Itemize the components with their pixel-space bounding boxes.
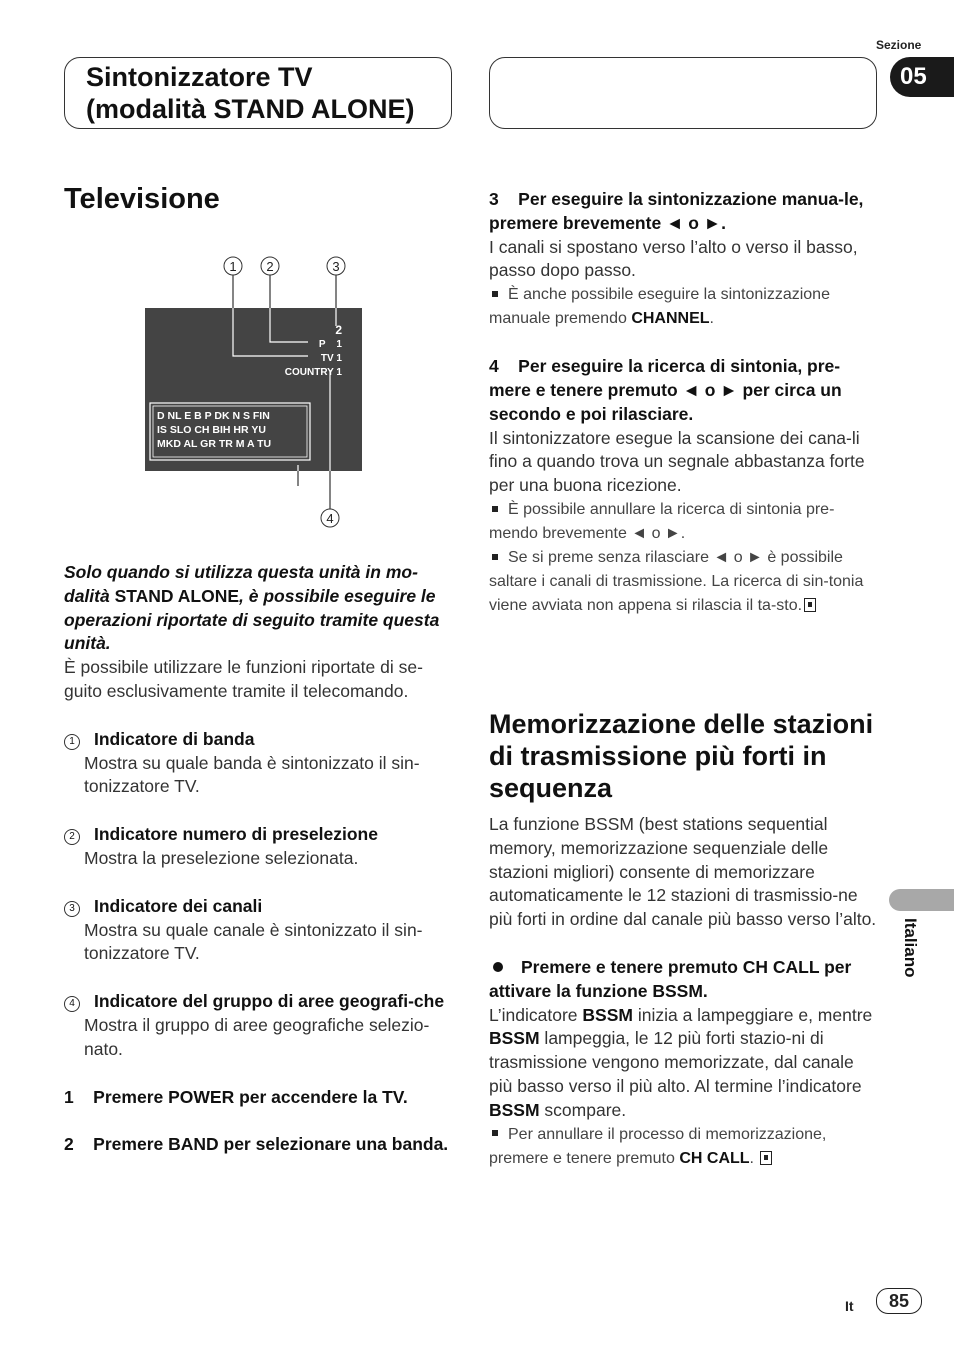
left-text-column [64,561,452,1157]
page-heading: Televisione [64,183,220,215]
right-text-column [489,188,877,618]
end-mark-icon [760,1151,772,1165]
callout-1: 1 [229,259,237,274]
header-empty-box [489,57,877,129]
country-line-1: D NL E B P DK N S FIN [157,410,270,422]
tv-display-figure [140,250,370,535]
end-mark-icon [804,598,816,612]
language-tab [889,889,954,911]
list-item: 2 Indicatore numero di preselezione Mostra la preselezione selezionata. [64,823,452,871]
step-3-note: È anche possibile eseguire la sintonizzazione manuale premendo CHANNEL. [489,286,830,328]
bullet-dot-icon [493,962,503,972]
step-2: 2 Premere BAND per selezionare una banda. [64,1134,449,1155]
step-4-note-2: Se si preme senza rilasciare ◄ o ► è possibile saltare i canali di trasmissione. La ricerca di sin-tonia viene avviata non appena si rilascia il ta-sto. [489,548,864,614]
chapter-title: Sintonizzatore TV (modalità STAND ALONE) [86,62,415,124]
bullet-text: L’indicatore BSSM inizia a lampeggiare e, mentre BSSM lampeggia, le 12 più forti stazio-ni di trasmissione vengono memorizzate, dal canale più basso verso il più alto. Al termine l’indicatore BSSM scompare. [489,1004,873,1120]
footer-language: It [845,1298,854,1314]
bullet-title: Premere e tenere premuto CH CALL per attivare la funzione BSSM. [489,956,852,1001]
step-4-title: 4 Per eseguire la ricerca di sintonia, pre-mere e tenere premuto ◄ o ► per circa un secondo e poi rilasciare. [489,356,847,424]
note-bullet-icon [492,506,498,512]
intro-text: È possibile utilizzare le funzioni riportate di se-guito esclusivamente tramite il telecomando. [64,657,423,701]
step-3-text: I canali si spostano verso l’alto o verso il basso, passo dopo passo. [489,236,858,281]
section-label: Sezione [876,38,922,52]
callout-3: 3 [332,259,340,274]
step-4-note-1: È possibile annullare la ricerca di sintonia pre-mendo brevemente ◄ o ►. [489,500,835,542]
bssm-text: La funzione BSSM (best stations sequential memory, memorizzazione sequenziale delle stazioni migliori) consente di memorizzare automaticamente le 12 stazioni di trasmissio-ne più forti in ordine dal canale più basso verso l’alto. [489,814,877,930]
bssm-column [489,813,877,1171]
section-number-badge: 05 [890,57,954,97]
country-line-3: MKD AL GR TR M A TU [157,438,272,450]
note-bullet-icon [492,554,498,560]
intro-bold: Solo quando si utilizza questa unità in mo-dalità STAND ALONE, è possibile eseguire le operazioni riportate di seguito tramite questa unità. [64,562,440,654]
page-number: 85 [876,1288,922,1314]
step-3-title: 3 Per eseguire la sintonizzazione manua-le, premere brevemente ◄ o ►. [489,189,869,233]
list-item: 3 Indicatore dei canali Mostra su quale canale è sintonizzato il sin-tonizzatore TV. [64,895,452,966]
note-bullet-icon [492,291,498,297]
country-line-2: IS SLO CH BIH HR YU [157,424,266,436]
list-item: 1 Indicatore di banda Mostra su quale banda è sintonizzato il sin-tonizzatore TV. [64,728,452,799]
language-label: Italiano [901,918,920,978]
final-note: Per annullare il processo di memorizzazione, premere e tenere premuto CH CALL. [489,1125,827,1167]
display-preset: P 1 [318,339,342,350]
step-4-text: Il sintonizzatore esegue la scansione dei cana-li fino a quando trova un segnale abbastanza forte per una buona ricezione. [489,427,865,496]
callout-4: 4 [326,511,334,526]
display-band: TV 1 [320,353,342,364]
callout-2: 2 [266,259,274,274]
list-item: 4 Indicatore del gruppo di aree geografi-che Mostra il gruppo di aree geografiche selezio-nato. [64,990,452,1061]
note-bullet-icon [492,1130,498,1136]
step-1: 1 Premere POWER per accendere la TV. [64,1086,408,1107]
display-channel: 2 [335,323,342,337]
section-heading-bssm: Memorizzazione delle stazioni di trasmissione più forti in sequenza [489,709,874,803]
display-country: COUNTRY 1 [284,367,342,378]
